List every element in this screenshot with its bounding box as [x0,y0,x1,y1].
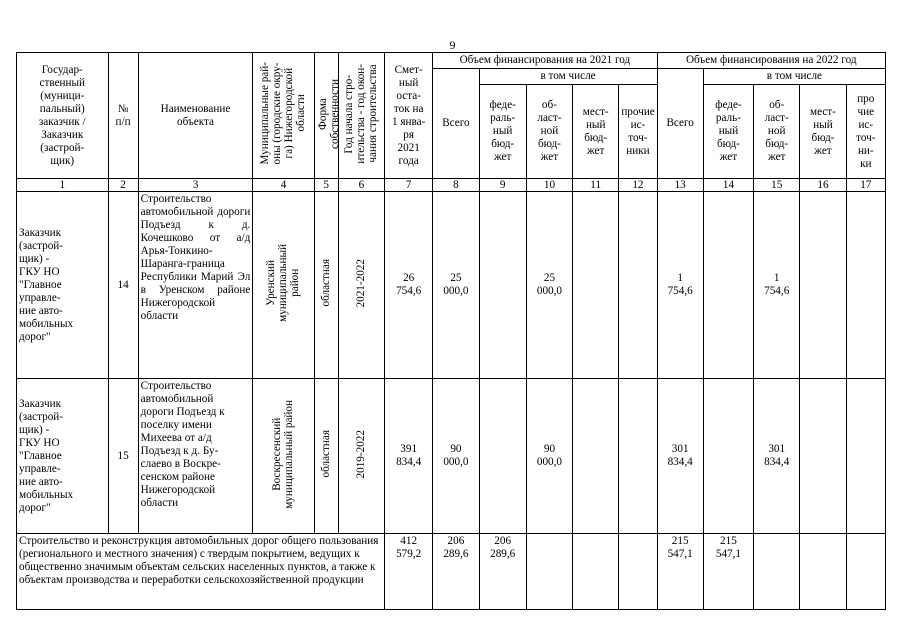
header-regional-2022: об- ласт- ной бюд- жет [754,85,800,179]
summary-label: Строительство и реконструкция автомобильных дорог общего пользования (регионального и местного значения) с твердым покрытием, ведущих к общественно значимым объектам сельских населенных пунктов, а также к объектам производства и переработки сельскохозяйственной продукции [17,534,385,610]
row-federal-2022 [703,379,753,534]
header-local-2022: мест- ный бюд- жет [800,85,846,179]
row-other-2021 [619,192,657,379]
row-federal-2022 [703,192,753,379]
row-years-text: 2021-2022 [355,258,368,308]
summary-other-2021 [619,534,657,610]
row-years [338,379,384,534]
row-ownership-text: областная [320,430,333,478]
row-total-2021: 90 000,0 [433,379,479,534]
header-estimate: Смет- ный оста- ток на 1 янва- ря 2021 года [385,53,433,179]
row-total-2022: 1 754,6 [657,192,703,379]
header-years-text: Год начала стро- ительства - год окон- чания строительства [343,63,380,164]
row-regional-2022: 1 754,6 [754,192,800,379]
col-num: 16 [800,179,846,192]
summary-total-2022: 215 547,1 [657,534,703,610]
row-customer: Заказчик (застрой- щик) - ГКУ НО "Главное управле- ние авто- мобильных дорог" [17,379,109,534]
row-municipal-text: Воскресенский муниципальный район [271,399,296,509]
row-ownership-text: областная [320,259,333,307]
row-local-2021 [573,192,619,379]
row-ownership [314,192,338,379]
header-total-2022: Всего [657,69,703,179]
col-num: 13 [657,179,703,192]
row-other-2022 [846,192,885,379]
row-estimate: 391 834,4 [385,379,433,534]
header-municipal [253,53,314,179]
col-num: 17 [846,179,885,192]
col-num: 10 [526,179,572,192]
row-regional-2022: 301 834,4 [754,379,800,534]
row-ownership [314,379,338,534]
header-other-2021: прочие ис- точ- ники [619,85,657,179]
row-municipal-text: Уренский муниципальный район [265,244,302,322]
row-object: Строительство автомобильной дороги Подъезд к поселку имени Михеева от а/д Подъезд к д. Бу- слаево в Воскре- сенском районе Нижегородской области [138,379,253,534]
row-municipal [253,379,314,534]
row-local-2022 [800,192,846,379]
table-row [17,192,886,379]
page-number: 9 [449,38,456,52]
col-num: 6 [338,179,384,192]
col-num: 14 [703,179,753,192]
summary-total-2021: 206 289,6 [433,534,479,610]
header-municipal-text: Муниципальные рай- оны (городские окру- га) Нижегородской области [259,62,308,165]
header-federal-2021: феде- раль- ный бюд- жет [479,85,526,179]
summary-local-2021 [573,534,619,610]
header-other-2022: про чие ис- точ- ни- ки [846,85,885,179]
table-row [17,379,886,534]
summary-federal-2022: 215 547,1 [703,534,753,610]
row-other-2022 [846,379,885,534]
row-regional-2021: 25 000,0 [526,192,572,379]
row-object: Строительство автомобильной дороги Подъезд к д. Кочешково от а/д Арья-Тонкино-Шаранга-граница Республики Марий Эл в Уренском районе Нижегородской области [138,192,253,379]
header-ownership-text: Форма собственности [316,78,341,149]
summary-estimate: 412 579,2 [385,534,433,610]
row-municipal [253,192,314,379]
header-incl-2021: в том числе [479,69,657,85]
col-num: 2 [108,179,138,192]
header-object-name: Наименование объекта [138,53,253,179]
header-num: № п/п [108,53,138,179]
header-federal-2022: феде- раль- ный бюд- жет [703,85,753,179]
col-num: 4 [253,179,314,192]
col-num: 12 [619,179,657,192]
header-years [338,53,384,179]
col-num: 8 [433,179,479,192]
col-num: 1 [17,179,109,192]
row-local-2022 [800,379,846,534]
header-ownership [314,53,341,179]
summary-federal-2021: 206 289,6 [479,534,526,610]
summary-regional-2021 [526,534,572,610]
financing-table [16,52,886,610]
header-fin-2022: Объем финансирования на 2022 год [657,53,885,69]
row-total-2021: 25 000,0 [433,192,479,379]
row-estimate: 26 754,6 [385,192,433,379]
row-num: 14 [108,192,138,379]
header-customer: Государ- ственный (муници- пальный) заказчик / Заказчик (застрой- щик) [17,53,109,179]
column-numbers-row [17,179,886,192]
col-num: 3 [138,179,253,192]
col-num: 11 [573,179,619,192]
row-other-2021 [619,379,657,534]
row-total-2022: 301 834,4 [657,379,703,534]
row-years-text: 2019-2022 [355,429,368,479]
summary-regional-2022 [754,534,800,610]
header-fin-2021: Объем финансирования на 2021 год [433,53,657,69]
row-federal-2021 [479,192,526,379]
col-num: 9 [479,179,526,192]
header-regional-2021: об- ласт- ной бюд- жет [526,85,572,179]
row-num: 15 [108,379,138,534]
header-local-2021: мест- ный бюд- жет [573,85,619,179]
row-customer: Заказчик (застрой- щик) - ГКУ НО "Главное управле- ние авто- мобильных дорог" [17,192,109,379]
row-federal-2021 [479,379,526,534]
summary-row [17,534,886,610]
row-years [338,192,384,379]
summary-local-2022 [800,534,846,610]
row-regional-2021: 90 000,0 [526,379,572,534]
row-local-2021 [573,379,619,534]
col-num: 7 [385,179,433,192]
header-incl-2022: в том числе [703,69,885,85]
col-num: 15 [754,179,800,192]
summary-other-2022 [846,534,885,610]
col-num: 5 [314,179,338,192]
header-total-2021: Всего [433,69,479,179]
